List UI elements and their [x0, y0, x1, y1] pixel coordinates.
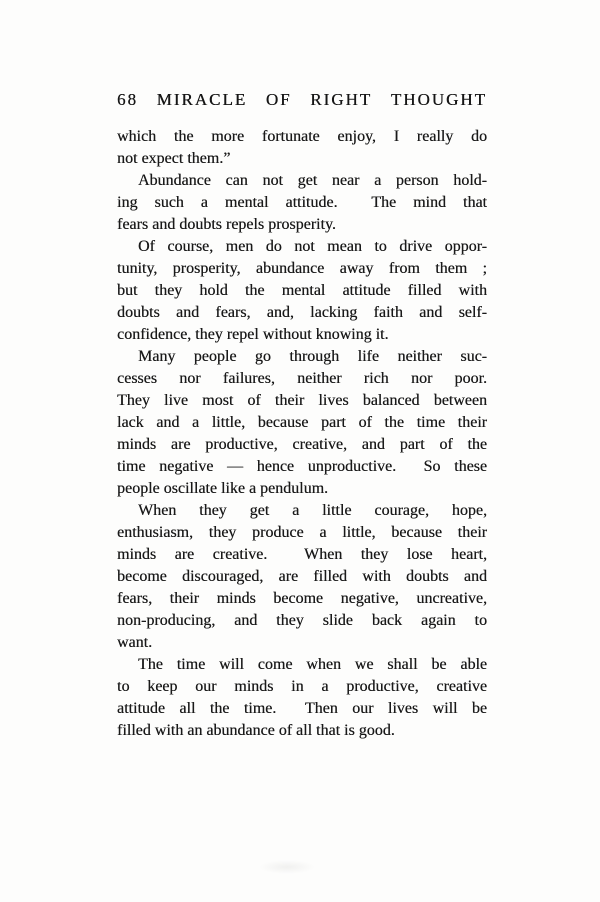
text-line: enthusiasm, they produce a little, because their [117, 524, 487, 541]
text-line: attitude all the time. Then our lives will be [117, 700, 487, 717]
text-line: become discouraged, are filled with doubts and [117, 568, 487, 585]
text-line: confidence, they repel without knowing it. [117, 326, 389, 343]
text-line: The time will come when we shall be able [138, 656, 487, 673]
text-line: to keep our minds in a productive, creative [117, 678, 487, 695]
paragraph [117, 654, 487, 742]
page-body [117, 126, 487, 742]
text-line: which the more fortunate enjoy, I really do [117, 128, 487, 145]
paragraph [117, 126, 487, 170]
text-line: cesses nor failures, neither rich nor poor. [117, 370, 487, 387]
text-line: minds are productive, creative, and part of the [117, 436, 487, 453]
running-head-word: OF [265, 90, 292, 109]
running-head-word: MIRACLE [156, 90, 248, 109]
text-line: fears and doubts repels prosperity. [117, 216, 336, 233]
text-line: fears, their minds become negative, uncreative, [117, 590, 487, 607]
paragraph [117, 170, 487, 236]
text-line: They live most of their lives balanced between [117, 392, 487, 409]
paragraph [117, 346, 487, 500]
text-line: non-producing, and they slide back again to [117, 612, 487, 629]
text-line: want. [117, 634, 153, 651]
text-line: When they get a little courage, hope, [138, 502, 487, 519]
text-line: but they hold the mental attitude filled with [117, 282, 487, 299]
text-line: minds are creative. When they lose heart, [117, 546, 487, 563]
text-line: Many people go through life neither suc- [138, 348, 487, 365]
running-head [117, 90, 487, 112]
paragraph [117, 236, 487, 346]
running-head-word: THOUGHT [390, 90, 487, 109]
text-line: not expect them.” [117, 150, 231, 167]
text-line: lack and a little, because part of the time their [117, 414, 487, 431]
text-line: people oscillate like a pendulum. [117, 480, 329, 497]
text-line: tunity, prosperity, abundance away from them ; [117, 260, 487, 277]
text-line: filled with an abundance of all that is good. [117, 722, 395, 739]
running-head-word: RIGHT [310, 90, 373, 109]
text-line: doubts and fears, and, lacking faith and self- [117, 304, 487, 321]
text-line: Of course, men do not mean to drive oppor- [138, 238, 487, 255]
text-line: ing such a mental attitude. The mind that [117, 194, 487, 211]
text-line: Abundance can not get near a person hold- [138, 172, 487, 189]
page-number: 68 [117, 90, 138, 109]
paragraph [117, 500, 487, 654]
text-line: time negative — hence unproductive. So these [117, 458, 487, 475]
